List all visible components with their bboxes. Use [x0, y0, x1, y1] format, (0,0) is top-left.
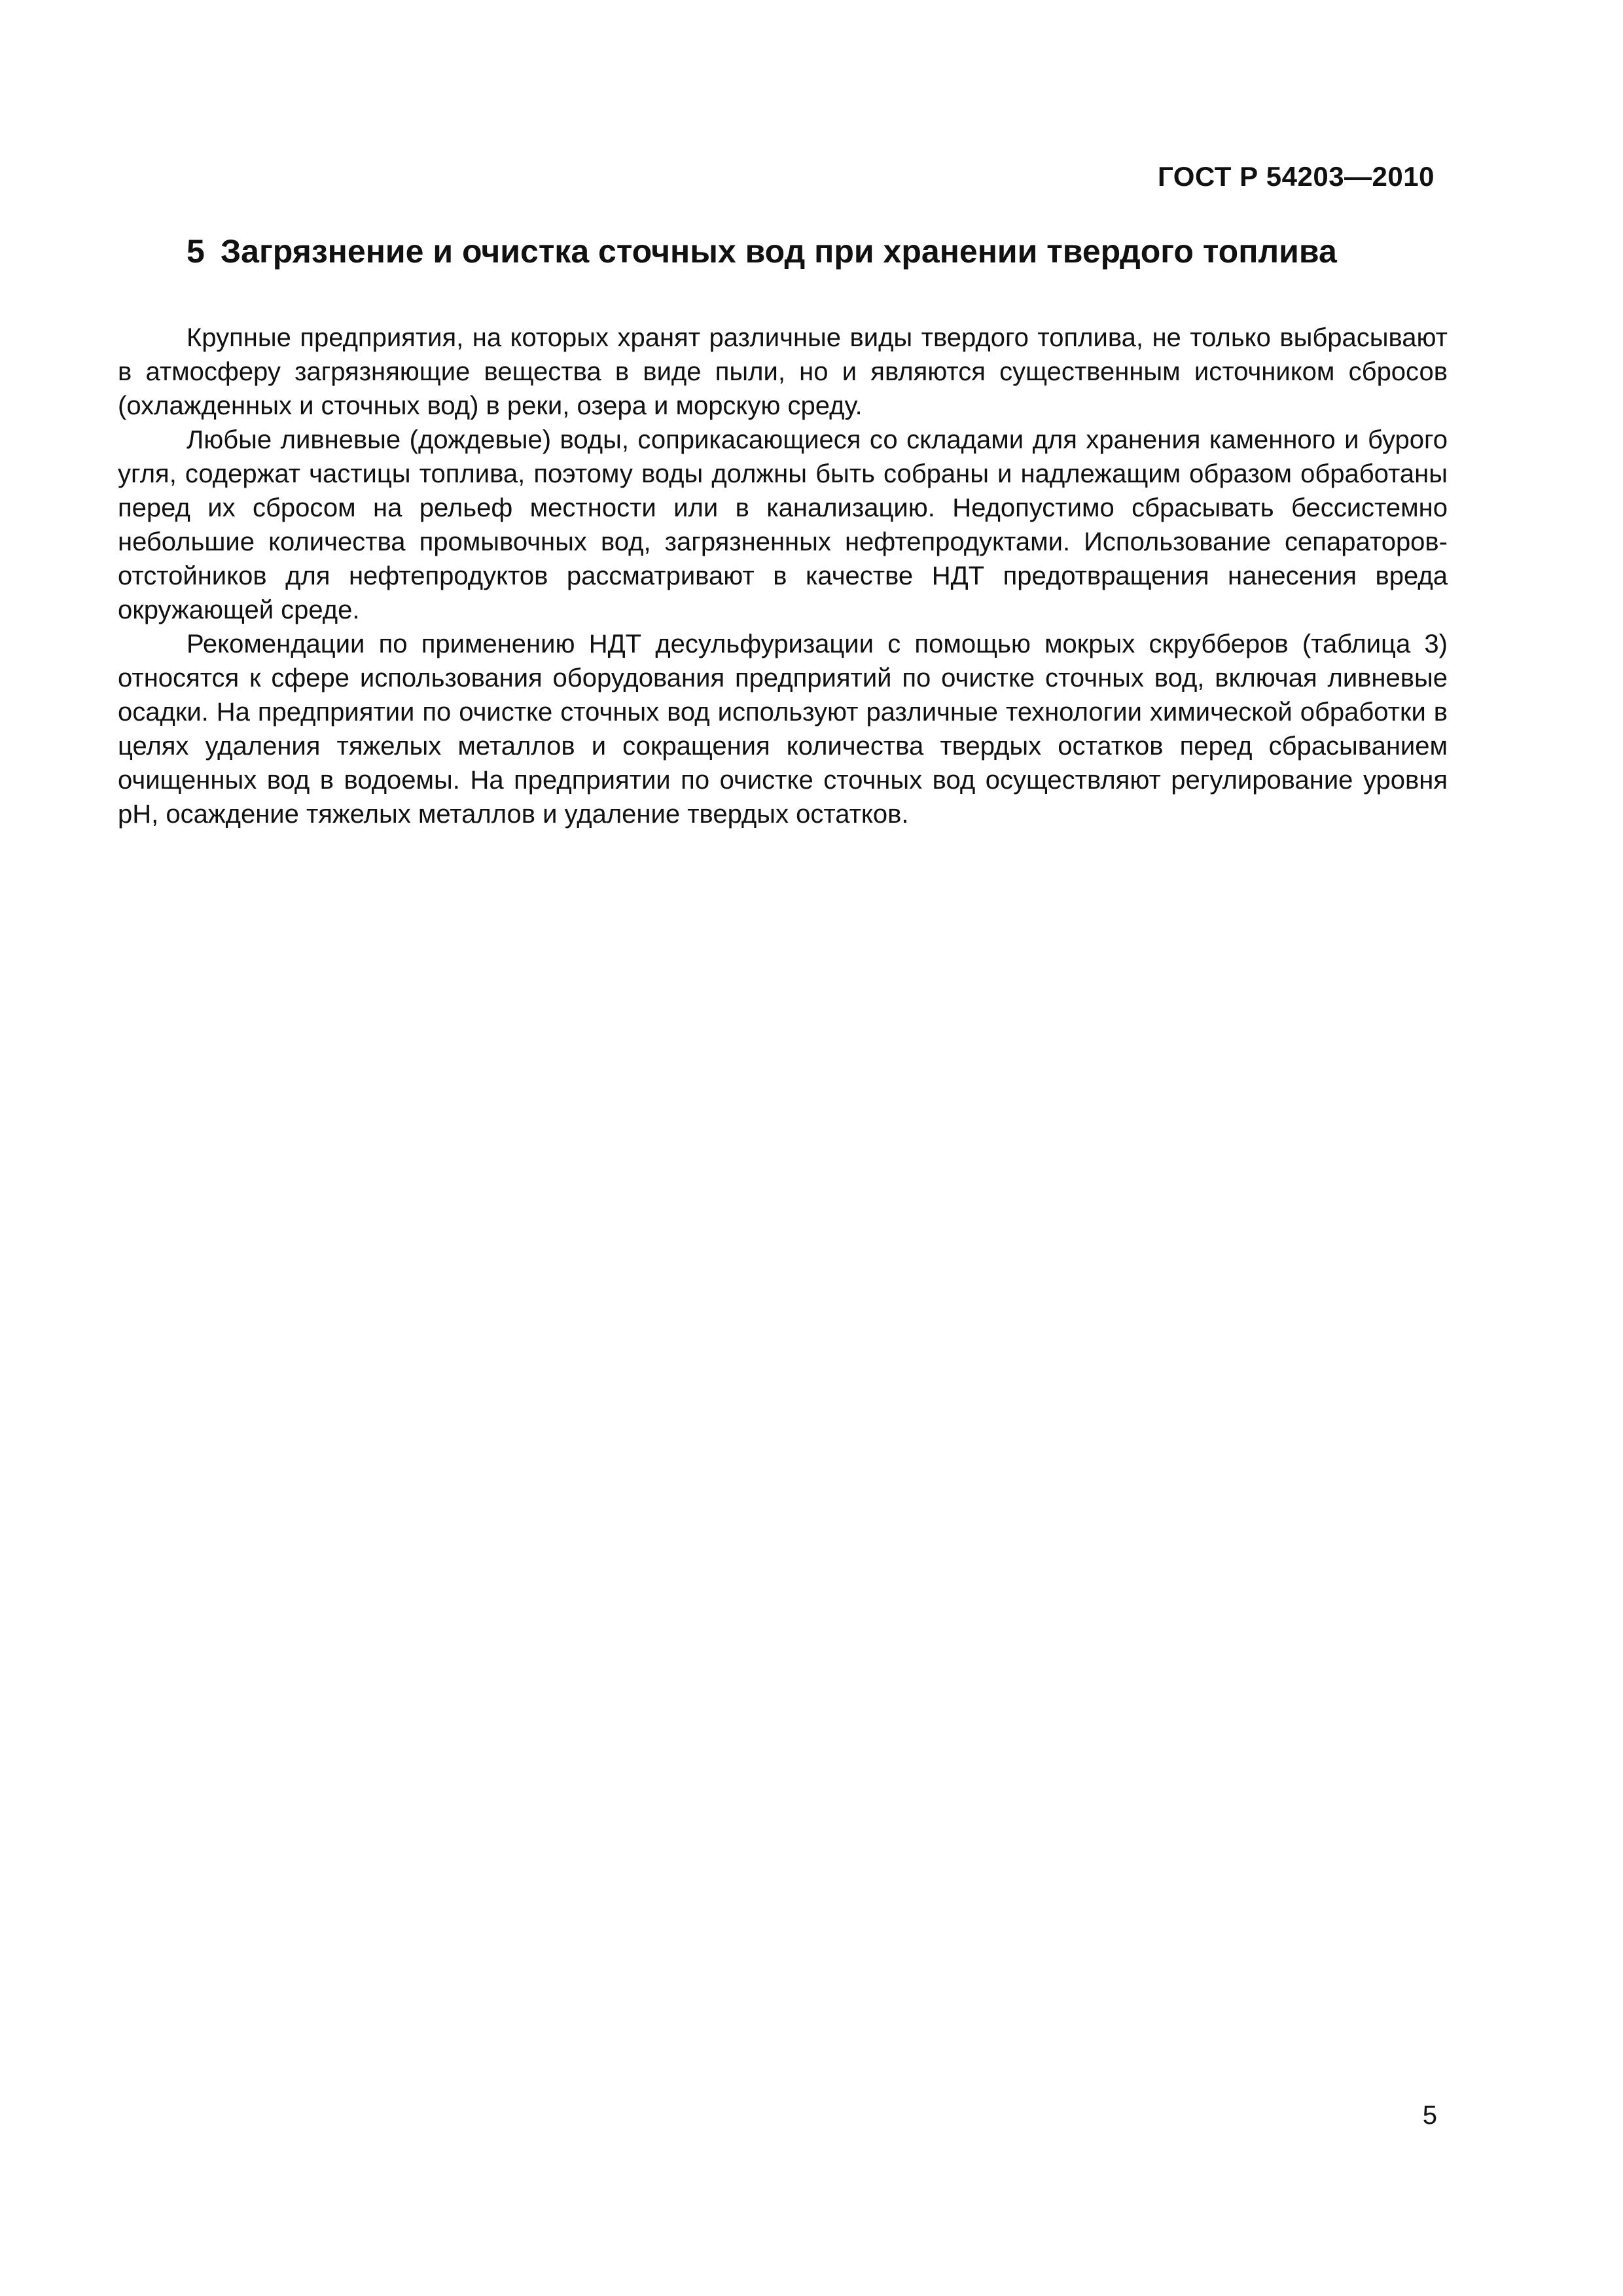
paragraph-2: Любые ливневые (дождевые) воды, соприкасающиеся со складами для хранения каменного и бурого угля, содержат частицы топлива, поэтому воды должны быть собраны и надлежащим образом обработаны перед их сбросом на рельеф местности или в канализацию. Недопустимо сбрасывать бессистемно небольшие количества промывочных вод, загрязненных нефтепродуктами. Использование сепараторов-отстойников для нефтепродуктов рассматривают в качестве НДТ предотвращения нанесения вреда окружающей среде. [118, 425, 1448, 624]
document-code: ГОСТ Р 54203—2010 [1158, 161, 1435, 192]
body-text [118, 321, 1448, 831]
section-number: 5 [187, 233, 205, 270]
paragraph-1: Крупные предприятия, на которых хранят различные виды твердого топлива, не только выбрасывают в атмосферу загрязняющие вещества в виде пыли, но и являются существенным источником сбросов (охлажденных и сточных вод) в реки, озера и морскую среду. [118, 323, 1448, 420]
page-number: 5 [1422, 2101, 1437, 2130]
section-title: Загрязнение и очистка сточных вод при хранении твердого топлива [220, 233, 1337, 270]
paragraph-3: Рекомендации по применению НДТ десульфуризации с помощью мокрых скрубберов (таблица 3) относятся к сфере использования оборудования предприятий по очистке сточных вод, включая ливневые осадки. На предприятии по очистке сточных вод используют различные технологии химической обработки в целях удаления тяжелых металлов и сокращения количества твердых остатков перед сбрасыванием очищенных вод в водоемы. На предприятии по очистке сточных вод осуществляют регулирование уровня pH, осаждение тяжелых металлов и удаление твердых остатков. [118, 630, 1448, 829]
section-heading [187, 232, 1337, 270]
